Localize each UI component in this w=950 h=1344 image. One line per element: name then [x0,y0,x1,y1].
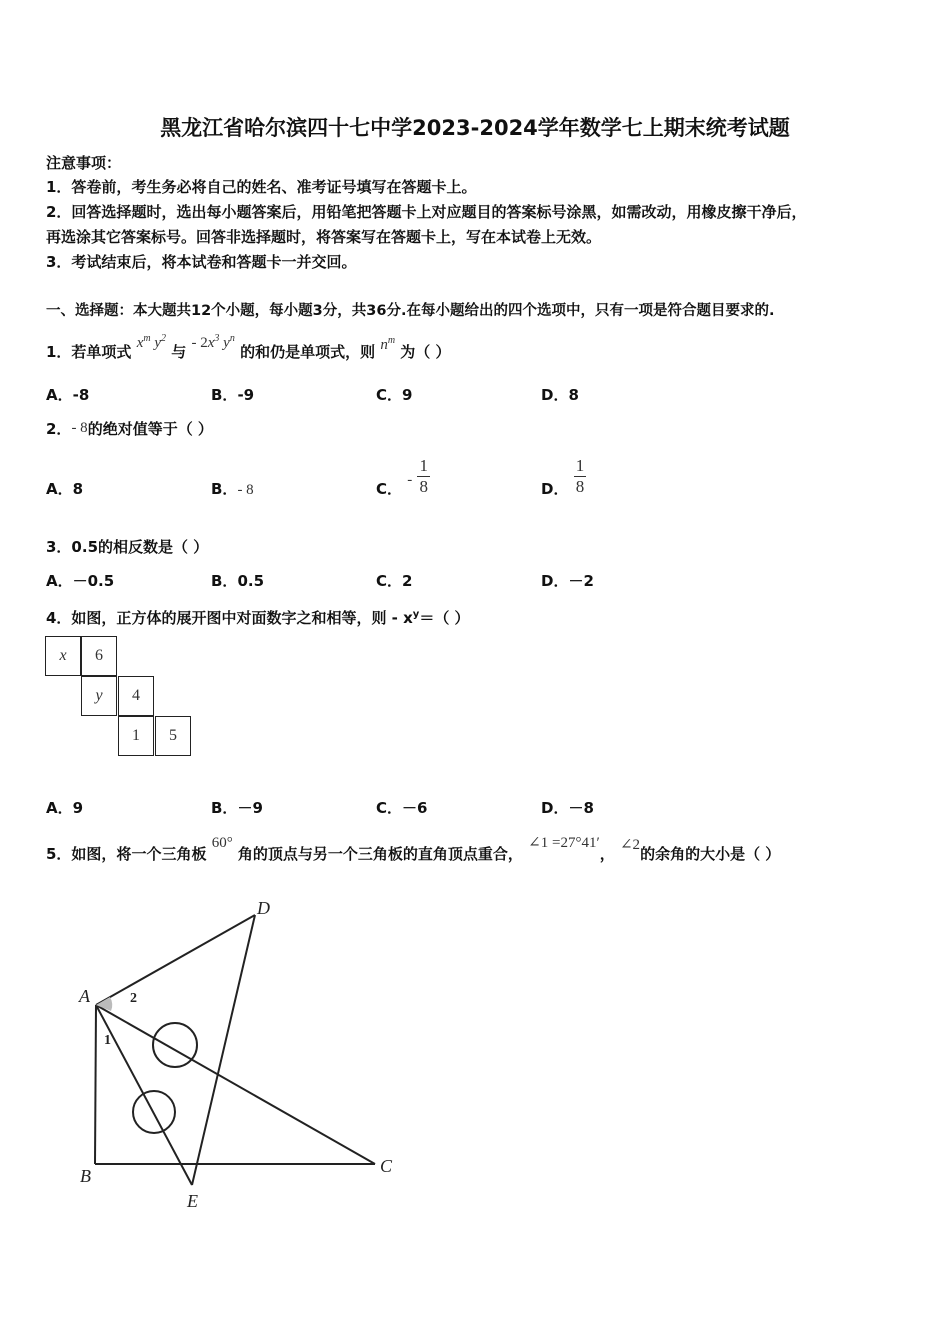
label-a: A [79,986,90,1006]
question-3: 3．0.5的相反数是（ ） [46,538,209,556]
label-c: C [380,1156,393,1176]
q1-monomial-2: - $2x^3$ $y^n$ [191,333,235,351]
option-d: D．－8 [541,799,594,817]
q5-angle-2: ∠2 [619,837,641,853]
label-angle-2: 2 [130,991,137,1006]
question-1 [46,333,451,364]
q2-expr: - 8 [71,420,88,436]
line-de [192,915,255,1185]
label-angle-1: 1 [104,1033,111,1048]
option-a: A．－0.5 [46,572,115,590]
question-5: 5．如图，将一个三角板 60° 角的顶点与另一个三角板的直角顶点重合， ∠1 =27°41′， ∠2的余角的大小是（ ） [46,835,781,863]
option-a: A．-8 [46,386,90,404]
option-a: A．8 [46,480,84,498]
option-c: C．9 [376,386,413,404]
q1-monomial-1: $x^m$ $y^2$ [136,333,167,351]
notice-item: 1．答卷前，考生务必将自己的姓名、准考证号填写在答题卡上。 [46,178,477,196]
q1-prefix: 1．若单项式 [46,343,132,361]
notice-item: 3．考试结束后，将本试卷和答题卡一并交回。 [46,253,357,271]
notice-heading: 注意事项： [46,154,122,172]
net-cell-1: 1 [118,716,154,756]
triangle-figure [70,890,410,1210]
net-cell-5: 5 [155,716,191,756]
section-heading: 一、选择题：本大题共12个小题，每小题3分，共36分.在每小题给出的四个选项中，只有一项是符合题目要求的. [46,303,775,319]
circle-hole-top [153,1023,197,1067]
option-c: C．2 [376,572,413,590]
q1-mid: 与 [171,343,187,361]
net-cell-6: 6 [81,636,117,676]
notice-item: 2．回答选择题时，选出每小题答案后，用铅笔把答题卡上对应题目的答案标号涂黑，如需改动，用橡皮擦干净后， [46,203,807,221]
net-cell-4: 4 [118,676,154,716]
option-a: A．9 [46,799,84,817]
line-ad [96,915,255,1005]
q5-angle-60: 60° [211,835,233,851]
page-title: 黑龙江省哈尔滨四十七中学2023-2024学年数学七上期末统考试题 [160,116,790,140]
line-ab [95,1005,96,1164]
option-d: D．－2 [541,572,594,590]
q5-angle-1: ∠1 =27°41′ [528,835,600,851]
option-b: B．0.5 [211,572,265,590]
net-cell-y: y [81,676,117,716]
net-cell-x: x [45,636,81,676]
notice-item: 再选涂其它答案标号。回答非选择题时，将答案写在答题卡上，写在本试卷上无效。 [46,228,602,246]
option-c: C． - $\frac{1}{8}$ [376,456,428,498]
option-c: C．－6 [376,799,428,817]
option-b: B．- 8 [211,480,254,498]
label-d: D [257,898,270,918]
option-b: B．-9 [211,386,255,404]
question-2: 2．- 8的绝对值等于（ ） [46,420,213,438]
option-b: B．－9 [211,799,263,817]
option-d: D． $\frac{1}{8}$ [541,456,585,498]
q1-end: 为（ ） [400,343,451,361]
question-4: 4．如图，正方体的展开图中对面数字之和相等，则 - $x^y=$（ ） [46,609,470,627]
q1-after: 的和仍是单项式，则 [240,343,376,361]
q1-nm: $n^m$ [380,335,396,353]
label-b: B [80,1166,91,1186]
label-e: E [187,1191,198,1210]
option-d: D．8 [541,386,579,404]
